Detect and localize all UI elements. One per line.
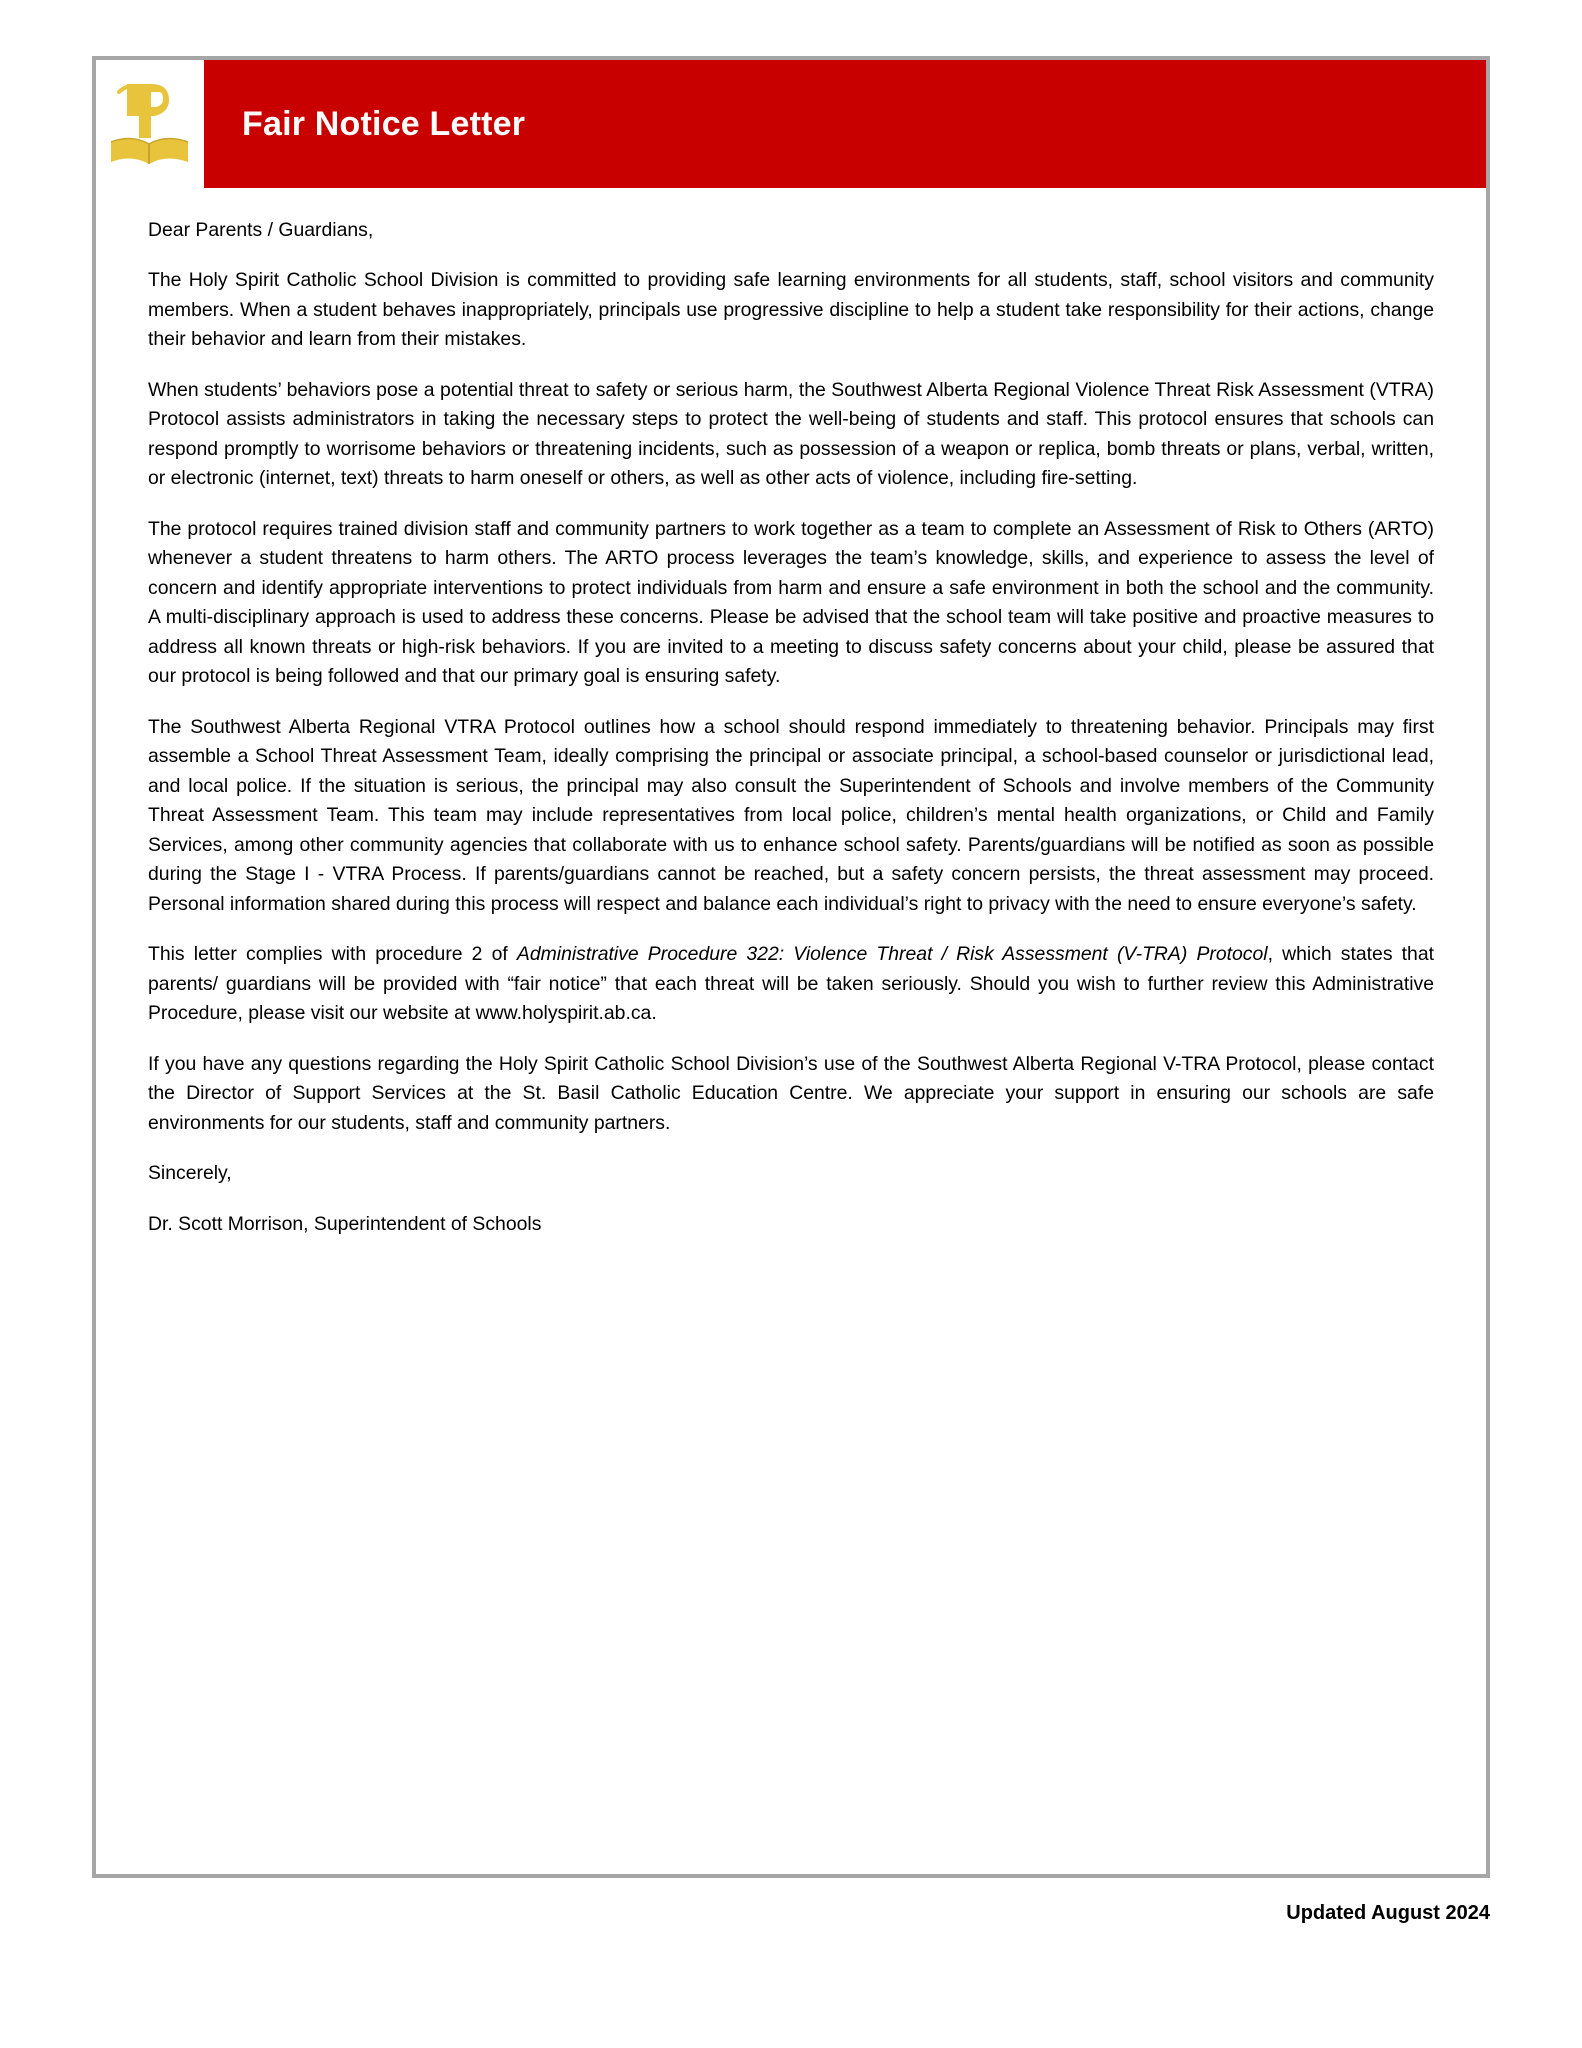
paragraph-1: The Holy Spirit Catholic School Division is committed to providing safe learning environments for all students, staff, school visitors and community members. When a student behaves inappropriately, principals use progressive discipline to help a student take responsibility for their actions, change their behavior and learn from their mistakes.: [148, 269, 1434, 351]
paragraph-3: The protocol requires trained division staff and community partners to work together as a team to complete an Assessment of Risk to Others (ARTO) whenever a student threatens to harm others. The ARTO process leverages the team’s knowledge, skills, and experience to assess the level of concern and identify appropriate interventions to protect individuals from harm and ensure a safe environment in both the school and the community. A multi-disciplinary approach is used to address these concerns. Please be advised that the school team will take positive and proactive measures to address all known threats or high-risk behaviors. If you are invited to a meeting to discuss safety concerns about your child, please be assured that our protocol is being followed and that our primary goal is ensuring safety.: [148, 517, 1434, 688]
letter-body: [96, 188, 1486, 1239]
paragraph-4: The Southwest Alberta Regional VTRA Protocol outlines how a school should respond immediately to threatening behavior. Principals may first assemble a School Threat Assessment Team, ideally comprising the principal or associate principal, a school-based counselor or jurisdictional lead, and local police. If the situation is serious, the principal may also consult the Superintendent of Schools and involve members of the Community Threat Assessment Team. This team may include representatives from local police, children’s mental health organizations, or Child and Family Services, among other community agencies that collaborate with us to enhance school safety. Parents/guardians will be notified as soon as possible during the Stage I - VTRA Process. If parents/guardians cannot be reached, but a safety concern persists, the threat assessment may proceed. Personal information shared during this process will respect and balance each individual’s right to privacy with the need to ensure everyone’s safety.: [148, 715, 1434, 915]
compliance-procedure-title: Administrative Procedure 322: Violence Threat / Risk Assessment (V-TRA) Protocol: [516, 943, 1268, 966]
letter-header-banner: [96, 60, 1486, 188]
paragraph-2: When students’ behaviors pose a potential threat to safety or serious harm, the Southwest Alberta Regional Violence Threat Risk Assessment (VTRA) Protocol assists administrators in taking the necessary steps to protect the well-being of students and staff. This protocol ensures that schools can respond promptly to worrisome behaviors or threatening incidents, such as possession of a weapon or replica, bomb threats or plans, verbal, written, or electronic (internet, text) threats to harm oneself or others, as well as other acts of violence, including fire-setting.: [148, 378, 1434, 490]
compliance-lead: This letter complies with procedure 2 of: [148, 943, 517, 966]
letter-frame: [92, 56, 1490, 1878]
logo-container: [96, 60, 204, 188]
paragraph-compliance: [148, 940, 1434, 1028]
paragraph-closing: If you have any questions regarding the Holy Spirit Catholic School Division’s use of the Southwest Alberta Regional V-TRA Protocol, please contact the Director of Support Services at the St. Basil Catholic Education Centre. We appreciate your support in ensuring our schools are safe environments for our students, staff and community partners.: [148, 1052, 1434, 1134]
page-title: Fair Notice Letter: [242, 104, 526, 143]
open-book-dove-logo-icon: [107, 74, 193, 174]
signoff: Sincerely,: [148, 1162, 232, 1185]
signature-line: Dr. Scott Morrison, Superintendent of Schools: [148, 1212, 542, 1235]
footer-updated-label: Updated August 2024: [1286, 1902, 1490, 1924]
compliance-tail: , which states that parents/ guardians will be provided with “fair notice” that each threat will be taken seriously. Should you wish to further review this Administrative Procedure, please visit our website at www.holyspirit.ab.ca.: [148, 943, 1434, 1025]
salutation: Dear Parents / Guardians,: [148, 219, 374, 241]
